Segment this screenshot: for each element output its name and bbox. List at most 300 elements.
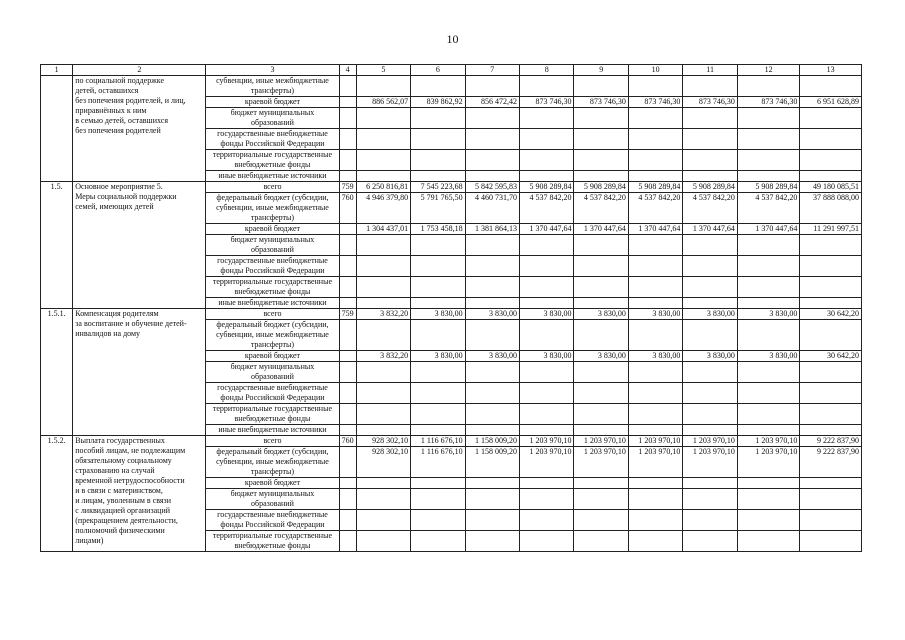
amount-cell: [800, 129, 862, 150]
amount-cell: [574, 108, 628, 129]
amount-cell: 6 951 628,89: [800, 97, 862, 108]
amount-cell: [800, 404, 862, 425]
amount-cell: [574, 256, 628, 277]
amount-cell: 1 203 970,10: [574, 447, 628, 478]
amount-cell: [465, 277, 519, 298]
amount-cell: [574, 150, 628, 171]
amount-cell: [520, 320, 574, 351]
funding-source: бюджет муниципальных образований: [206, 489, 339, 510]
amount-cell: [465, 478, 519, 489]
budget-code: [339, 129, 356, 150]
amount-cell: [737, 150, 800, 171]
amount-cell: [683, 171, 737, 182]
budget-code: [339, 478, 356, 489]
funding-source: бюджет муниципальных образований: [206, 235, 339, 256]
amount-cell: [411, 404, 465, 425]
budget-code: [339, 351, 356, 362]
amount-cell: [574, 489, 628, 510]
budget-code: [339, 298, 356, 309]
amount-cell: 3 830,00: [411, 351, 465, 362]
funding-source: краевой бюджет: [206, 224, 339, 235]
column-header: 8: [520, 65, 574, 76]
amount-cell: [628, 320, 682, 351]
funding-source: федеральный бюджет (субсидии, субвенции, иные межбюджетные трансферты): [206, 447, 339, 478]
amount-cell: 3 830,00: [520, 351, 574, 362]
amount-cell: [683, 108, 737, 129]
amount-cell: [683, 425, 737, 436]
amount-cell: [800, 510, 862, 531]
amount-cell: [411, 277, 465, 298]
item-name: Компенсация родителям за воспитание и обучение детей- инвалидов на дому: [73, 309, 206, 436]
amount-cell: [628, 298, 682, 309]
amount-cell: [628, 425, 682, 436]
funding-source: государственные внебюджетные фонды Российской Федерации: [206, 383, 339, 404]
column-header: 4: [339, 65, 356, 76]
amount-cell: [411, 256, 465, 277]
amount-cell: [356, 256, 410, 277]
amount-cell: [628, 150, 682, 171]
budget-code: [339, 277, 356, 298]
budget-code: 760: [339, 193, 356, 224]
amount-cell: 3 830,00: [737, 309, 800, 320]
amount-cell: [465, 129, 519, 150]
amount-cell: [800, 489, 862, 510]
amount-cell: [465, 320, 519, 351]
amount-cell: [520, 404, 574, 425]
amount-cell: [411, 362, 465, 383]
amount-cell: [465, 150, 519, 171]
amount-cell: [520, 489, 574, 510]
amount-cell: 873 746,30: [737, 97, 800, 108]
amount-cell: 4 460 731,70: [465, 193, 519, 224]
amount-cell: [465, 76, 519, 97]
amount-cell: [356, 383, 410, 404]
amount-cell: [520, 383, 574, 404]
budget-code: [339, 425, 356, 436]
budget-code: [339, 150, 356, 171]
amount-cell: [411, 383, 465, 404]
amount-cell: [800, 256, 862, 277]
amount-cell: [520, 425, 574, 436]
amount-cell: [411, 320, 465, 351]
amount-cell: [628, 129, 682, 150]
amount-cell: [683, 150, 737, 171]
amount-cell: [683, 510, 737, 531]
amount-cell: [737, 277, 800, 298]
amount-cell: 7 545 223,68: [411, 182, 465, 193]
amount-cell: [574, 277, 628, 298]
amount-cell: 1 381 864,13: [465, 224, 519, 235]
amount-cell: [737, 108, 800, 129]
amount-cell: [356, 320, 410, 351]
amount-cell: 9 222 837,90: [800, 436, 862, 447]
amount-cell: [737, 425, 800, 436]
amount-cell: [465, 425, 519, 436]
amount-cell: [411, 478, 465, 489]
amount-cell: [356, 108, 410, 129]
amount-cell: 1 304 437,01: [356, 224, 410, 235]
amount-cell: [737, 235, 800, 256]
amount-cell: 3 832,20: [356, 309, 410, 320]
amount-cell: [800, 531, 862, 552]
amount-cell: [411, 489, 465, 510]
amount-cell: 1 370 447,64: [628, 224, 682, 235]
amount-cell: 1 203 970,10: [574, 436, 628, 447]
amount-cell: 1 370 447,64: [737, 224, 800, 235]
amount-cell: 1 370 447,64: [520, 224, 574, 235]
amount-cell: [520, 277, 574, 298]
amount-cell: [628, 404, 682, 425]
amount-cell: [574, 298, 628, 309]
amount-cell: [800, 320, 862, 351]
amount-cell: [737, 76, 800, 97]
amount-cell: 1 370 447,64: [574, 224, 628, 235]
amount-cell: [800, 150, 862, 171]
amount-cell: [737, 320, 800, 351]
amount-cell: 30 642,20: [800, 351, 862, 362]
item-number: 1.5.1.: [41, 309, 73, 436]
amount-cell: [628, 108, 682, 129]
amount-cell: [574, 76, 628, 97]
amount-cell: [465, 235, 519, 256]
amount-cell: 11 291 997,51: [800, 224, 862, 235]
amount-cell: [411, 298, 465, 309]
amount-cell: [737, 531, 800, 552]
amount-cell: [520, 150, 574, 171]
budget-code: [339, 320, 356, 351]
amount-cell: 5 908 289,84: [683, 182, 737, 193]
funding-source: территориальные государственные внебюджетные фонды: [206, 150, 339, 171]
amount-cell: [356, 235, 410, 256]
amount-cell: [356, 362, 410, 383]
funding-source: государственные внебюджетные фонды Российской Федерации: [206, 510, 339, 531]
amount-cell: [628, 510, 682, 531]
amount-cell: [628, 256, 682, 277]
amount-cell: [628, 171, 682, 182]
funding-source: территориальные государственные внебюджетные фонды: [206, 404, 339, 425]
amount-cell: [356, 76, 410, 97]
budget-code: [339, 235, 356, 256]
amount-cell: 1 203 970,10: [628, 436, 682, 447]
amount-cell: [683, 298, 737, 309]
budget-code: [339, 447, 356, 478]
amount-cell: [800, 108, 862, 129]
amount-cell: [683, 383, 737, 404]
amount-cell: [411, 531, 465, 552]
amount-cell: [800, 362, 862, 383]
amount-cell: [683, 129, 737, 150]
amount-cell: [683, 76, 737, 97]
funding-source: государственные внебюджетные фонды Российской Федерации: [206, 129, 339, 150]
amount-cell: [628, 76, 682, 97]
amount-cell: [465, 383, 519, 404]
item-number: [41, 76, 73, 182]
column-header: 3: [206, 65, 339, 76]
amount-cell: 5 842 595,83: [465, 182, 519, 193]
amount-cell: [520, 129, 574, 150]
amount-cell: [574, 510, 628, 531]
amount-cell: 4 537 842,20: [520, 193, 574, 224]
amount-cell: 3 830,00: [628, 351, 682, 362]
amount-cell: [356, 277, 410, 298]
amount-cell: [737, 510, 800, 531]
amount-cell: 30 642,20: [800, 309, 862, 320]
amount-cell: [628, 362, 682, 383]
amount-cell: 3 830,00: [520, 309, 574, 320]
funding-source: государственные внебюджетные фонды Российской Федерации: [206, 256, 339, 277]
amount-cell: 1 203 970,10: [683, 447, 737, 478]
amount-cell: [628, 478, 682, 489]
amount-cell: [574, 478, 628, 489]
amount-cell: [800, 383, 862, 404]
amount-cell: 873 746,30: [683, 97, 737, 108]
amount-cell: 3 830,00: [411, 309, 465, 320]
amount-cell: 1 116 676,10: [411, 447, 465, 478]
budget-code: [339, 362, 356, 383]
amount-cell: 3 830,00: [465, 309, 519, 320]
column-header: 2: [73, 65, 206, 76]
column-header: 13: [800, 65, 862, 76]
column-header: 6: [411, 65, 465, 76]
amount-cell: [800, 235, 862, 256]
amount-cell: [465, 362, 519, 383]
amount-cell: 1 203 970,10: [628, 447, 682, 478]
funding-source: всего: [206, 182, 339, 193]
amount-cell: [411, 76, 465, 97]
budget-code: 759: [339, 182, 356, 193]
funding-source: всего: [206, 309, 339, 320]
amount-cell: [574, 383, 628, 404]
amount-cell: [465, 108, 519, 129]
amount-cell: [574, 404, 628, 425]
amount-cell: [574, 171, 628, 182]
funding-source: иные внебюджетные источники: [206, 298, 339, 309]
budget-code: 760: [339, 436, 356, 447]
amount-cell: 886 562,07: [356, 97, 410, 108]
amount-cell: [465, 256, 519, 277]
table-row: [41, 436, 862, 447]
column-header: 5: [356, 65, 410, 76]
amount-cell: 49 180 085,51: [800, 182, 862, 193]
amount-cell: 5 908 289,84: [628, 182, 682, 193]
amount-cell: [628, 235, 682, 256]
budget-code: [339, 404, 356, 425]
amount-cell: [683, 256, 737, 277]
amount-cell: [683, 489, 737, 510]
amount-cell: [683, 235, 737, 256]
amount-cell: 3 830,00: [683, 351, 737, 362]
amount-cell: 1 158 009,20: [465, 436, 519, 447]
funding-source: бюджет муниципальных образований: [206, 108, 339, 129]
amount-cell: [574, 129, 628, 150]
amount-cell: [411, 129, 465, 150]
amount-cell: [411, 150, 465, 171]
amount-cell: [411, 425, 465, 436]
amount-cell: [356, 298, 410, 309]
amount-cell: 1 203 970,10: [520, 447, 574, 478]
budget-code: 759: [339, 309, 356, 320]
amount-cell: 4 537 842,20: [683, 193, 737, 224]
amount-cell: [737, 171, 800, 182]
budget-code: [339, 171, 356, 182]
budget-table: [40, 64, 862, 552]
amount-cell: [737, 383, 800, 404]
amount-cell: 873 746,30: [574, 97, 628, 108]
funding-source: территориальные государственные внебюджетные фонды: [206, 277, 339, 298]
amount-cell: 1 753 458,18: [411, 224, 465, 235]
column-header: 7: [465, 65, 519, 76]
budget-code: [339, 256, 356, 277]
amount-cell: 856 472,42: [465, 97, 519, 108]
item-number: 1.5.: [41, 182, 73, 309]
amount-cell: [574, 320, 628, 351]
amount-cell: [520, 510, 574, 531]
amount-cell: [520, 531, 574, 552]
amount-cell: [520, 76, 574, 97]
amount-cell: 3 832,20: [356, 351, 410, 362]
amount-cell: [411, 171, 465, 182]
amount-cell: [628, 383, 682, 404]
amount-cell: [465, 171, 519, 182]
amount-cell: [800, 171, 862, 182]
amount-cell: [520, 235, 574, 256]
table-row: [41, 182, 862, 193]
amount-cell: 1 203 970,10: [683, 436, 737, 447]
funding-source: всего: [206, 436, 339, 447]
amount-cell: [628, 277, 682, 298]
budget-code: [339, 531, 356, 552]
funding-source: краевой бюджет: [206, 478, 339, 489]
amount-cell: [411, 108, 465, 129]
amount-cell: [356, 478, 410, 489]
amount-cell: 873 746,30: [628, 97, 682, 108]
amount-cell: [683, 277, 737, 298]
amount-cell: [520, 256, 574, 277]
column-header: 12: [737, 65, 800, 76]
amount-cell: [737, 478, 800, 489]
amount-cell: [356, 425, 410, 436]
amount-cell: [356, 531, 410, 552]
amount-cell: 1 116 676,10: [411, 436, 465, 447]
amount-cell: 37 888 088,00: [800, 193, 862, 224]
budget-code: [339, 224, 356, 235]
funding-source: федеральный бюджет (субсидии, субвенции, иные межбюджетные трансферты): [206, 193, 339, 224]
item-name: Выплата государственных пособий лицам, не подлежащим обязательному социальному страхованию на случай временной нетрудоспособности и в связи с материнством, и лицам, уволенным в связи с ликвидацией организаций (прекращением деятельности, полномочий физическими лицами): [73, 436, 206, 552]
budget-code: [339, 489, 356, 510]
amount-cell: [356, 150, 410, 171]
item-name: Основное мероприятие 5. Меры социальной поддержки семей, имеющих детей: [73, 182, 206, 309]
amount-cell: [628, 489, 682, 510]
amount-cell: [683, 531, 737, 552]
amount-cell: [683, 404, 737, 425]
funding-source: краевой бюджет: [206, 97, 339, 108]
amount-cell: [800, 277, 862, 298]
amount-cell: [737, 404, 800, 425]
amount-cell: 839 862,92: [411, 97, 465, 108]
budget-code: [339, 383, 356, 404]
amount-cell: [465, 489, 519, 510]
amount-cell: [574, 235, 628, 256]
amount-cell: [574, 425, 628, 436]
item-name: по социальной поддержке детей, оставшихся без попечения родителей, и лиц, приравнённых к ним в семью детей, оставшихся без попечения родителей: [73, 76, 206, 182]
amount-cell: 1 158 009,20: [465, 447, 519, 478]
amount-cell: 3 830,00: [574, 309, 628, 320]
amount-cell: 6 250 816,81: [356, 182, 410, 193]
budget-code: [339, 510, 356, 531]
page-number: 10: [446, 32, 459, 46]
amount-cell: [628, 531, 682, 552]
amount-cell: 4 537 842,20: [574, 193, 628, 224]
amount-cell: [574, 362, 628, 383]
amount-cell: 3 830,00: [737, 351, 800, 362]
amount-cell: [520, 362, 574, 383]
header-row: [41, 65, 862, 76]
item-number: 1.5.2.: [41, 436, 73, 552]
table-row: [41, 309, 862, 320]
amount-cell: [411, 235, 465, 256]
funding-source: бюджет муниципальных образований: [206, 362, 339, 383]
amount-cell: [465, 531, 519, 552]
budget-code: [339, 97, 356, 108]
amount-cell: 1 370 447,64: [683, 224, 737, 235]
amount-cell: 4 946 379,80: [356, 193, 410, 224]
amount-cell: 1 203 970,10: [737, 447, 800, 478]
amount-cell: [356, 129, 410, 150]
amount-cell: 5 908 289,84: [574, 182, 628, 193]
amount-cell: [465, 404, 519, 425]
amount-cell: 3 830,00: [683, 309, 737, 320]
column-header: 10: [628, 65, 682, 76]
amount-cell: [520, 298, 574, 309]
funding-source: территориальные государственные внебюджетные фонды: [206, 531, 339, 552]
amount-cell: [520, 108, 574, 129]
amount-cell: [683, 362, 737, 383]
funding-source: федеральный бюджет (субсидии, субвенции, иные межбюджетные трансферты): [206, 320, 339, 351]
amount-cell: 1 203 970,10: [520, 436, 574, 447]
amount-cell: [737, 298, 800, 309]
amount-cell: 873 746,30: [520, 97, 574, 108]
amount-cell: 5 791 765,50: [411, 193, 465, 224]
amount-cell: [737, 129, 800, 150]
amount-cell: [800, 298, 862, 309]
amount-cell: 928 302,10: [356, 436, 410, 447]
amount-cell: 9 222 837,90: [800, 447, 862, 478]
amount-cell: [465, 298, 519, 309]
amount-cell: [520, 478, 574, 489]
amount-cell: 3 830,00: [574, 351, 628, 362]
amount-cell: [356, 489, 410, 510]
amount-cell: 5 908 289,84: [737, 182, 800, 193]
table-row: [41, 76, 862, 97]
amount-cell: [800, 76, 862, 97]
amount-cell: [574, 531, 628, 552]
funding-source: краевой бюджет: [206, 351, 339, 362]
amount-cell: [737, 256, 800, 277]
amount-cell: [737, 489, 800, 510]
budget-code: [339, 108, 356, 129]
funding-source: иные внебюджетные источники: [206, 425, 339, 436]
amount-cell: 4 537 842,20: [737, 193, 800, 224]
amount-cell: [356, 171, 410, 182]
amount-cell: 928 302,10: [356, 447, 410, 478]
column-header: 9: [574, 65, 628, 76]
amount-cell: [356, 510, 410, 531]
funding-source: иные внебюджетные источники: [206, 171, 339, 182]
amount-cell: [800, 425, 862, 436]
budget-code: [339, 76, 356, 97]
amount-cell: [683, 478, 737, 489]
amount-cell: 3 830,00: [465, 351, 519, 362]
